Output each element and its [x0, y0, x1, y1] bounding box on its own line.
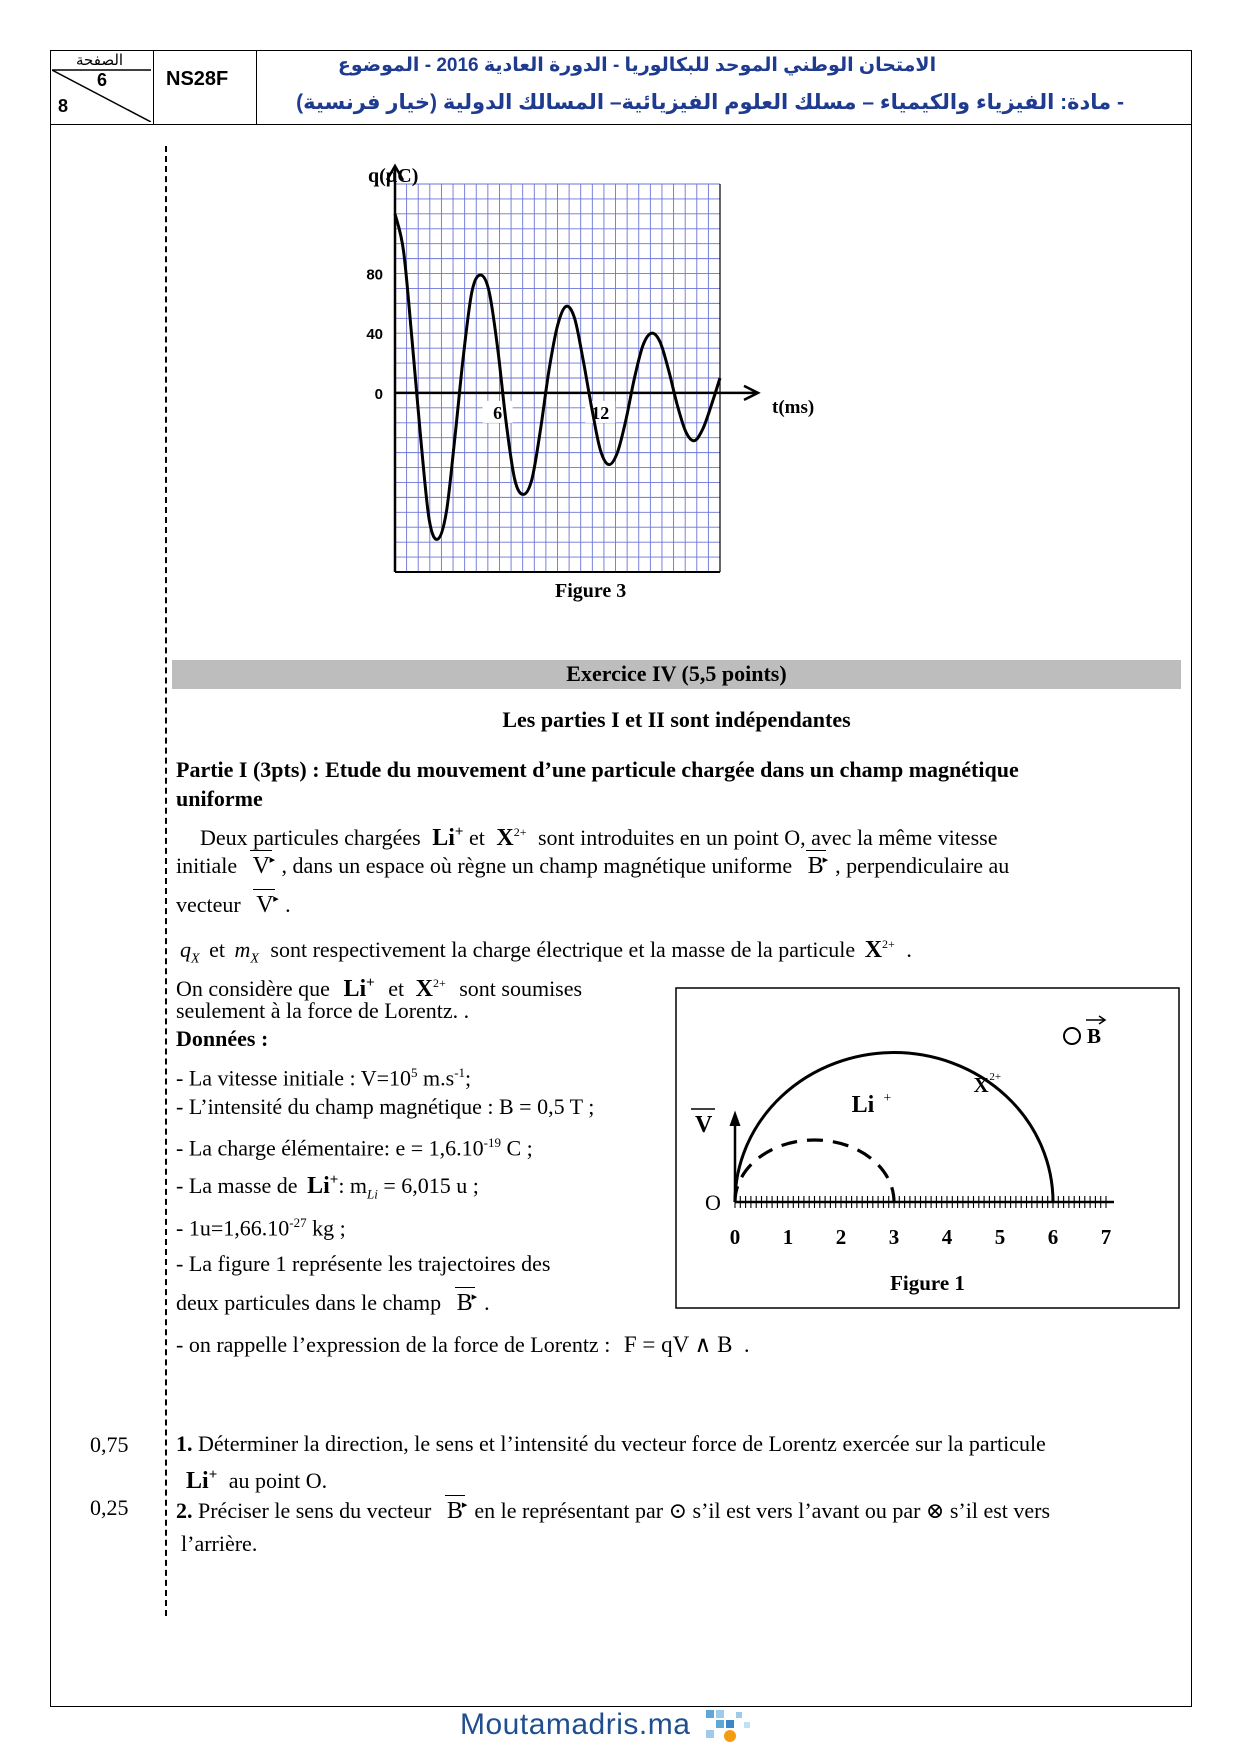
vector-b: ▸ B [808, 852, 824, 880]
donnee-charge: - La charge élémentaire: $e = 1,6.10^{-19}$ C ; [176, 1135, 533, 1161]
y-tick-label: 80 [366, 266, 383, 284]
vector-v: ▸ V [253, 852, 270, 880]
header-line2: - مادة: الفيزياء والكيمياء – مسلك العلوم الفيزيائية– المسالك الدولية (خيار فرنسية) [296, 91, 1124, 114]
intro-text-3b: . [285, 892, 291, 917]
li-symbol-3: Li+ [307, 1172, 339, 1199]
intro-text-4a: et [209, 937, 225, 962]
y-axis-label: q(µC) [368, 165, 419, 187]
intro-text-1b: sont introduites en un point O, avec la même vitesse [538, 825, 998, 850]
exercise-subtitle: Les parties I et II sont indépendantes [502, 707, 851, 732]
header-divider [50, 124, 1191, 125]
lorentz-line: - on rappelle l’expression de la force de Lorentz : F = qV ∧ B . [176, 1332, 750, 1357]
fig1-li-charge: + [883, 1091, 892, 1106]
li-symbol-2: Li+ [343, 975, 375, 1002]
question-2-line2: l’arrière. [181, 1531, 258, 1556]
x-symbol-2: $X^{2+}$ [864, 937, 895, 963]
donnees-label: Données : [176, 1026, 269, 1051]
fig1-x-charge: 2+ [989, 1071, 1002, 1083]
margin-dashed-line [165, 146, 167, 1616]
intro-text-2b: , dans un espace où règne un champ magnétique uniforme [281, 853, 793, 878]
intro-text-2c: , perpendiculaire au [835, 853, 1010, 878]
fig1-axis-label: 3 [888, 1225, 900, 1249]
y-tick-label: 0 [374, 385, 383, 403]
fig1-axis-label: 0 [729, 1225, 741, 1249]
li-symbol: Li+ [432, 824, 464, 851]
fig1-axis-label: 6 [1047, 1225, 1059, 1249]
consider-et: et [388, 976, 405, 1001]
figure1-caption: Figure 1 [890, 1271, 965, 1295]
intro-text-4b: sont respectivement la charge électrique et la masse de la particule [270, 937, 856, 962]
question-1-line2: Li+ au point O. [186, 1467, 328, 1494]
page-total: 8 [58, 96, 69, 116]
q1-score: 0,75 [90, 1432, 129, 1457]
figure1-border [676, 988, 1179, 1308]
donnee-figure-l1: - La figure 1 représente les trajectoires des [176, 1251, 551, 1276]
donnee-masse: - La masse de Li+: $m_{Li} = 6,015$ u ; [176, 1172, 479, 1202]
fig1-axis-label: 7 [1100, 1225, 1112, 1249]
figure3-chart [340, 160, 900, 590]
fig1-axis-label: 5 [994, 1225, 1006, 1249]
header-divider-v1 [153, 50, 154, 125]
intro-dot: . [906, 937, 912, 962]
x-axis-label: t(ms) [772, 396, 815, 418]
fig1-origin-label: O [705, 1190, 721, 1215]
question-1-line1: 1. Déterminer la direction, le sens et l’intensité du vecteur force de Lorentz exercée sur la particule [176, 1431, 1046, 1456]
footer-logo-icon [700, 1706, 770, 1746]
y-tick-label: 40 [366, 326, 383, 344]
qx-symbol: $q_X$ [180, 937, 200, 967]
exam-code: NS28F [166, 68, 229, 90]
donnee-vitesse: - La vitesse initiale : $V=10^5$ $m.s^{-1}$; [176, 1065, 472, 1091]
part1-title-line1: Partie I (3pts) : Etude du mouvement d’une particule chargée dans un champ magnétique [176, 757, 1019, 782]
intro-line2 [176, 852, 1009, 880]
x-symbol-3: $X^{2+}$ [415, 976, 446, 1002]
x-symbol: $X^{2+}$ [496, 825, 527, 851]
fig1-x-label: X [973, 1073, 989, 1097]
intro-text-3a: vecteur [176, 892, 241, 917]
figure3-caption: Figure 3 [555, 580, 627, 602]
consider-line2: seulement à la force de Lorentz. . [176, 998, 470, 1023]
intro-line4 [180, 930, 912, 973]
page-number-box [52, 52, 151, 122]
header-line1: الامتحان الوطني الموحد للبكالوريا - الدورة العادية 2016 - الموضوع [337, 55, 937, 76]
mx-symbol: $m_X$ [234, 937, 259, 967]
exercise-title: Exercice IV (5,5 points) [566, 661, 787, 686]
li-symbol-4: Li+ [186, 1467, 218, 1494]
q2-score: 0,25 [90, 1495, 129, 1520]
consider-text-1a: On considère que [176, 976, 330, 1001]
fig1-li-label: Li [851, 1092, 875, 1118]
page-label: الصفحة [76, 52, 124, 69]
donnee-champ: - L’intensité du champ magnétique : B = 0,5 T ; [176, 1094, 595, 1119]
footer-brand: Moutamadris.ma [460, 1708, 691, 1741]
part1-title-line2: uniforme [176, 786, 263, 811]
intro-et: et [468, 825, 485, 850]
intro-text-1a: Deux particules chargées [200, 825, 421, 850]
vector-b-3: ▸ B [447, 1497, 463, 1525]
intro-line1 [200, 818, 997, 852]
x-tick-label: 6 [493, 402, 503, 423]
donnee-u: - $1u=1,66.10^{-27}$ kg ; [176, 1215, 346, 1241]
fig1-v-label: V [695, 1112, 713, 1138]
consider-text-1b: sont soumises [459, 976, 583, 1001]
header-divider-v2 [256, 50, 257, 125]
x-tick-label: 12 [591, 402, 610, 423]
vector-b-2: ▸ B [457, 1289, 473, 1317]
fig1-axis-label: 4 [941, 1225, 953, 1249]
donnee-figure-l2: deux particules dans le champ ▸ B . [176, 1289, 490, 1317]
fig1-axis-label: 2 [835, 1225, 847, 1249]
vector-v-2: ▸ V [256, 891, 273, 919]
question-2-line1: 2. Préciser le sens du vecteur ▸ B en le représentant par ⊙ s’il est vers l’avant ou par ⊗ s’il est vers [176, 1497, 1050, 1525]
intro-line3 [176, 891, 291, 919]
figure1 [675, 987, 1180, 1309]
fig1-axis-label: 1 [782, 1225, 794, 1249]
lorentz-formula: F = qV ∧ B [623, 1332, 733, 1357]
page-number: 6 [97, 70, 108, 90]
fig1-b-label: B [1087, 1024, 1102, 1048]
intro-text-2a: initiale [176, 853, 238, 878]
